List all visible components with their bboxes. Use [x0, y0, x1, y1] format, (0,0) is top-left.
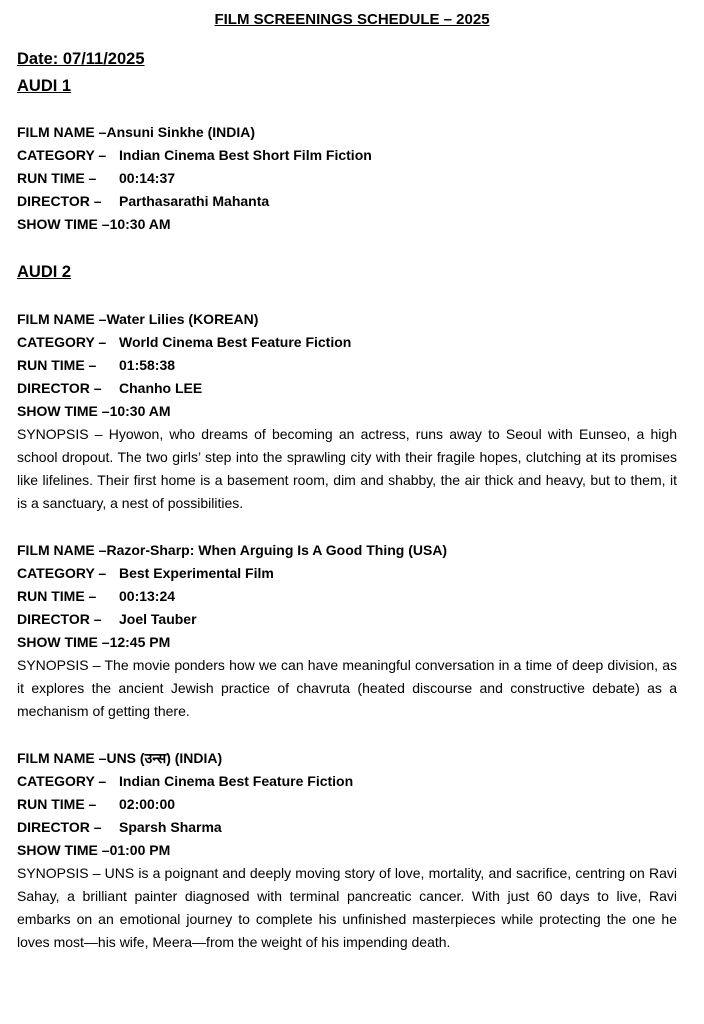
category-label: CATEGORY – [17, 147, 107, 163]
film-block-uns [17, 747, 677, 954]
run-time-label: RUN TIME – [17, 170, 97, 186]
show-time-row [17, 631, 677, 654]
show-time-value: 10:30 AM [109, 216, 171, 232]
audi-1-heading: AUDI 1 [17, 77, 72, 95]
director-row [17, 816, 677, 839]
film-name-value: Razor-Sharp: When Arguing Is A Good Thing (USA) [106, 542, 448, 558]
director-label: DIRECTOR – [17, 193, 102, 209]
category-row [17, 331, 677, 354]
director-value: Sparsh Sharma [119, 819, 222, 835]
run-time-value: 01:58:38 [119, 357, 176, 373]
category-row [17, 562, 677, 585]
director-row [17, 377, 677, 400]
director-value: Joel Tauber [119, 611, 197, 627]
film-name-value: UNS (उन्स) (INDIA) [106, 750, 223, 766]
synopsis-label: SYNOPSIS – [17, 426, 109, 442]
show-time-row [17, 213, 677, 236]
synopsis-text: Hyowon, who dreams of becoming an actress, runs away to Seoul with Eunseo, a high school dropout. The two girls’ step into the sprawling city with their fragile hopes, clutching at its promises like lifelines. Their first home is a basement room, dim and shabby, the air thick and heavy, but to them, it is a sanctuary, a nest of possibilities. [17, 426, 677, 511]
run-time-label: RUN TIME – [17, 357, 97, 373]
film-name-value: Ansuni Sinkhe (INDIA) [106, 124, 256, 140]
film-block-ansuni-sinkhe [17, 121, 677, 236]
director-label: DIRECTOR – [17, 819, 102, 835]
category-label: CATEGORY – [17, 334, 107, 350]
run-time-value: 02:00:00 [119, 796, 176, 812]
synopsis-paragraph [17, 423, 677, 515]
film-block-razor-sharp [17, 539, 677, 723]
run-time-row [17, 354, 677, 377]
synopsis-text: The movie ponders how we can have meaningful conversation in a time of deep division, as it explores the ancient Jewish practice of chavruta (heated discourse and constructive debate) as a mechanism of getting there. [17, 657, 677, 719]
synopsis-paragraph [17, 862, 677, 954]
category-row [17, 144, 677, 167]
director-row [17, 190, 677, 213]
director-label: DIRECTOR – [17, 611, 102, 627]
director-value: Parthasarathi Mahanta [119, 193, 270, 209]
show-time-value: 10:30 AM [109, 403, 171, 419]
director-label: DIRECTOR – [17, 380, 102, 396]
film-block-water-lilies [17, 308, 677, 515]
director-row [17, 608, 677, 631]
run-time-value: 00:13:24 [119, 588, 176, 604]
page-title: FILM SCREENINGS SCHEDULE – 2025 [214, 11, 490, 28]
film-name-label: FILM NAME – [17, 311, 107, 327]
synopsis-label: SYNOPSIS – [17, 865, 105, 881]
category-row [17, 770, 677, 793]
film-name-row [17, 747, 677, 770]
film-name-row [17, 539, 677, 562]
run-time-row [17, 793, 677, 816]
category-label: CATEGORY – [17, 565, 107, 581]
show-time-row [17, 400, 677, 423]
film-name-row [17, 308, 677, 331]
audi-2-heading: AUDI 2 [17, 263, 72, 281]
film-name-row [17, 121, 677, 144]
category-value: Indian Cinema Best Feature Fiction [119, 773, 354, 789]
category-value: Best Experimental Film [119, 565, 274, 581]
show-time-value: 12:45 PM [109, 634, 171, 650]
show-time-value: 01:00 PM [109, 842, 171, 858]
show-time-label: SHOW TIME – [17, 634, 110, 650]
show-time-row [17, 839, 677, 862]
run-time-row [17, 167, 677, 190]
category-label: CATEGORY – [17, 773, 107, 789]
run-time-label: RUN TIME – [17, 796, 97, 812]
director-value: Chanho LEE [119, 380, 203, 396]
run-time-label: RUN TIME – [17, 588, 97, 604]
run-time-row [17, 585, 677, 608]
film-name-label: FILM NAME – [17, 750, 107, 766]
film-name-value: Water Lilies (KOREAN) [106, 311, 259, 327]
synopsis-label: SYNOPSIS – [17, 657, 105, 673]
category-value: Indian Cinema Best Short Film Fiction [119, 147, 372, 163]
schedule-date: Date: 07/11/2025 [17, 50, 145, 68]
synopsis-paragraph [17, 654, 677, 723]
show-time-label: SHOW TIME – [17, 842, 110, 858]
synopsis-text: UNS is a poignant and deeply moving story of love, mortality, and sacrifice, centring on Ravi Sahay, a brilliant painter diagnosed with terminal pancreatic cancer. With just 60 days to live, Ravi embarks on an emotional journey to complete his unfinished masterpieces while protecting the one he loves most—his wife, Meera—from the weight of his impending death. [17, 865, 677, 950]
film-name-label: FILM NAME – [17, 542, 107, 558]
run-time-value: 00:14:37 [119, 170, 176, 186]
show-time-label: SHOW TIME – [17, 403, 110, 419]
category-value: World Cinema Best Feature Fiction [119, 334, 352, 350]
film-name-label: FILM NAME – [17, 124, 107, 140]
show-time-label: SHOW TIME – [17, 216, 110, 232]
